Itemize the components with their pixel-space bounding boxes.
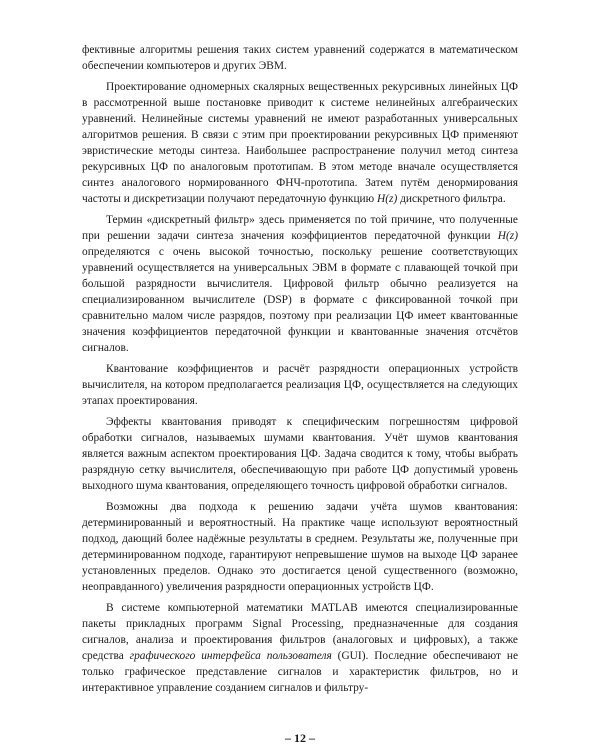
paragraph-text: дискретного фильтра. xyxy=(397,193,506,205)
paragraph-text: В системе компьютерной математики MATLAB имеются специализированные пакеты прикладных программ Signal Processing, предназначенные для создания сигналов, анализа и проектирования фильтров (аналоговых и цифровых), а также средства xyxy=(82,602,518,662)
paragraph-matlab xyxy=(82,600,518,696)
page-number: – 12 – xyxy=(285,731,315,745)
paragraph-text: Квантование коэффициентов и расчёт разрядности операционных устройств вычислителя, на котором предполагается реализация ЦФ, осуществляется на следующих этапах проектирования. xyxy=(82,363,518,407)
paragraph-text: фективные алгоритмы решения таких систем уравнений содержатся в математическом обеспечении компьютеров и других ЭВМ. xyxy=(82,44,518,72)
paragraph-text: (GUI). Последние обеспечивают не только графическое представление сигналов и характеристик фильтров, но и интерактивное управление созданием сигналов и фильтру- xyxy=(82,650,519,694)
math-transfer-function: H(z) xyxy=(377,193,398,205)
paragraph-quantization-coefficients xyxy=(82,361,518,409)
paragraph-text: Эффекты квантования приводят к специфическим погрешностям цифровой обработки сигналов, называемых шумами квантования. Учёт шумов квантования является важным аспектом проектирования ЦФ. Задача сводится к тому, чтобы выбрать разрядную сетку вычислителя, обеспечивающую при работе ЦФ допустимый уровень выходного шума квантования, определяющего точность цифровой обработки сигналов. xyxy=(82,416,518,492)
paragraph-text: определяются с очень высокой точностью, поскольку решение соответствующих уравнений осуществляется на универсальных ЭВМ в формате с плавающей точкой при большой разрядности вычислителя. Цифровой фильтр обычно реализуется на специализированном вычислителе (DSP) в формате с фиксированной точкой при сравнительно малом числе разрядов, поэтому при реализации ЦФ имеет квантованные значения коэффициентов передаточной функции и квантованные значения отсчётов сигналов. xyxy=(82,246,518,354)
paragraph-text: Возможны два подхода к решению задачи учёта шумов квантования: детерминированный и вероятностный. На практике чаще используют вероятностный подход, дающий более надёжные результаты в среднем. Результаты же, полученные при детерминированном подходе, гарантируют непревышение шумов на выходе ЦФ заранее установленных пределов. Однако это достигается ценой существенного (возможно, неоправданного) увеличения разрядности операционных устройств ЦФ. xyxy=(82,501,518,593)
document-page xyxy=(82,42,519,745)
paragraph-text: Термин «дискретный фильтр» здесь применяется по той причине, что полученные при решении задачи синтеза значения коэффициентов передаточной функции xyxy=(82,214,518,242)
paragraph-recursive-filters xyxy=(82,79,518,207)
paragraph-discrete-filter-term xyxy=(82,212,518,356)
math-transfer-function: H(z) xyxy=(497,230,518,242)
paragraph-two-approaches xyxy=(82,499,518,595)
paragraph-quantization-effects xyxy=(82,414,518,494)
paragraph-text: Проектирование одномерных скалярных вещественных рекурсивных линейных ЦФ в рассмотренной выше постановке приводит к системе нелинейных алгебраических уравнений. Нелинейные системы уравнений не имеют разработанных универсальных алгоритмов решения. В связи с этим при проектировании рекурсивных ЦФ применяют эвристические методы синтеза. Наибольшее распространение получил метод синтеза рекурсивных ЦФ по аналоговым прототипам. В этом методе вначале осуществляется синтез аналогового нормированного ФНЧ-прототипа. Затем путём денормирования частоты и дискретизации получают передаточную функцию xyxy=(82,81,518,205)
emphasis-gui-term: графического интерфейса пользователя xyxy=(129,650,332,662)
paragraph-continuation xyxy=(82,42,518,74)
